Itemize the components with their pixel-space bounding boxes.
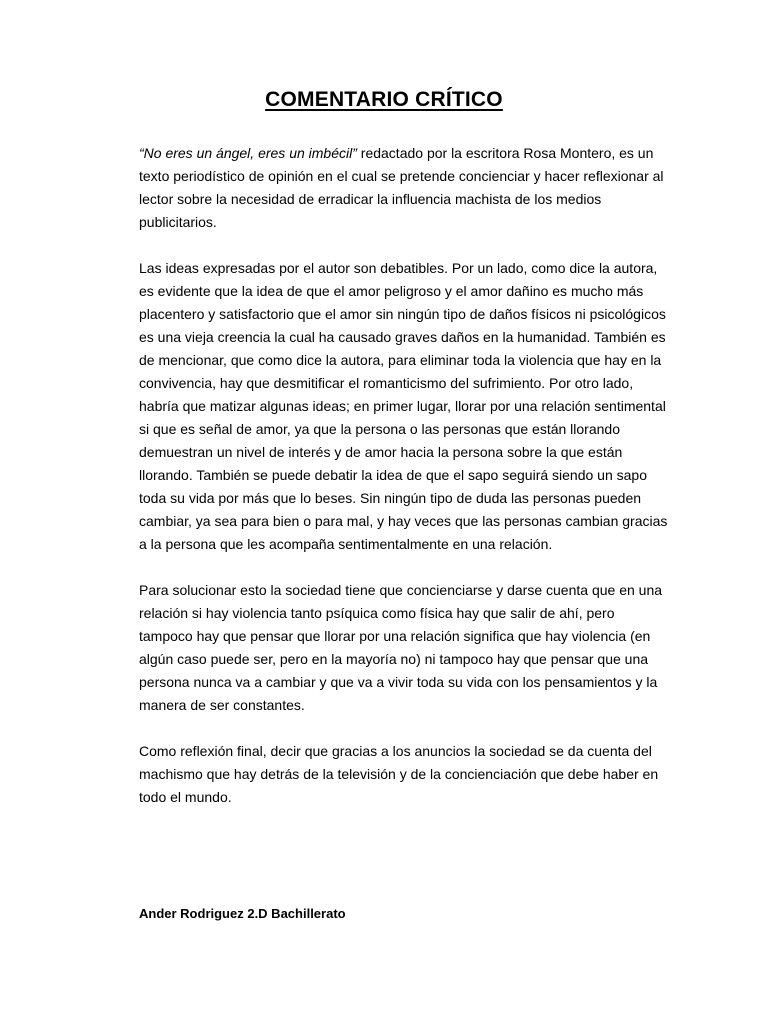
- paragraph-line: texto periodístico de opinión en el cual se pretende concienciar y hacer reflexionar al: [139, 168, 664, 184]
- paragraph-line: todo el mundo.: [139, 789, 232, 805]
- paragraph-line: llorando. También se puede debatir la idea de que el sapo seguirá siendo un sapo: [139, 467, 647, 483]
- paragraph-intro: [139, 142, 684, 234]
- paragraph-line: machismo que hay detrás de la televisión y de la concienciación que debe haber en: [139, 766, 659, 782]
- paragraph-line: de mencionar, que como dice la autora, para eliminar toda la violencia que hay en la: [139, 352, 662, 368]
- paragraph-line: cambiar, ya sea para bien o para mal, y hay veces que las personas cambian gracias: [139, 513, 668, 529]
- paragraph-line: relación si hay violencia tanto psíquica como física hay que salir de ahí, pero: [139, 605, 615, 621]
- paragraph-line: lector sobre la necesidad de erradicar la influencia machista de los medios: [139, 191, 602, 207]
- paragraph-line: es una vieja creencia la cual ha causado graves daños en la humanidad. También es: [139, 329, 666, 345]
- quoted-title: “No eres un ángel, eres un imbécil”: [139, 145, 357, 161]
- paragraph-text: redactado por la escritora Rosa Montero, es un: [356, 145, 654, 161]
- paragraph-line: persona nunca va a cambiar y que va a vivir toda su vida con los pensamientos y la: [139, 674, 658, 690]
- paragraph-line: Como reflexión final, decir que gracias a los anuncios la sociedad se da cuenta del: [139, 743, 652, 759]
- paragraph-line: publicitarios.: [139, 214, 217, 230]
- document-body: [139, 142, 684, 832]
- paragraph-line: habría que matizar algunas ideas; en primer lugar, llorar por una relación sentimental: [139, 398, 666, 414]
- author-signature: Ander Rodriguez 2.D Bachillerato: [139, 906, 346, 921]
- paragraph-line: demuestran un nivel de interés y de amor hacia la persona sobre la que están: [139, 444, 623, 460]
- paragraph-line: es evidente que la idea de que el amor peligroso y el amor dañino es mucho más: [139, 283, 644, 299]
- paragraph-line: convivencia, hay que desmitificar el romanticismo del sufrimiento. Por otro lado,: [139, 375, 634, 391]
- paragraph-line: a la persona que les acompaña sentimentalmente en una relación.: [139, 536, 553, 552]
- paragraph-line: toda su vida por más que lo beses. Sin ningún tipo de duda las personas pueden: [139, 490, 642, 506]
- paragraph-line: Para solucionar esto la sociedad tiene que concienciarse y darse cuenta que en una: [139, 582, 663, 598]
- paragraph-line: placentero y satisfactorio que el amor sin ningún tipo de daños físicos ni psicológicos: [139, 306, 666, 322]
- paragraph-line: Las ideas expresadas por el autor son debatibles. Por un lado, como dice la autora,: [139, 260, 658, 276]
- document-title: COMENTARIO CRÍTICO: [265, 88, 503, 111]
- paragraph-conclusion: [139, 740, 684, 809]
- paragraph-arguments: [139, 257, 684, 556]
- paragraph-line: manera de ser constantes.: [139, 697, 305, 713]
- paragraph-solution: [139, 579, 684, 717]
- paragraph-line: tampoco hay que pensar que llorar por una relación significa que hay violencia (en: [139, 628, 651, 644]
- paragraph-line: si que es señal de amor, ya que la persona o las personas que están llorando: [139, 421, 620, 437]
- paragraph-line: [139, 142, 684, 165]
- paragraph-line: algún caso puede ser, pero en la mayoría no) ni tampoco hay que pensar que una: [139, 651, 649, 667]
